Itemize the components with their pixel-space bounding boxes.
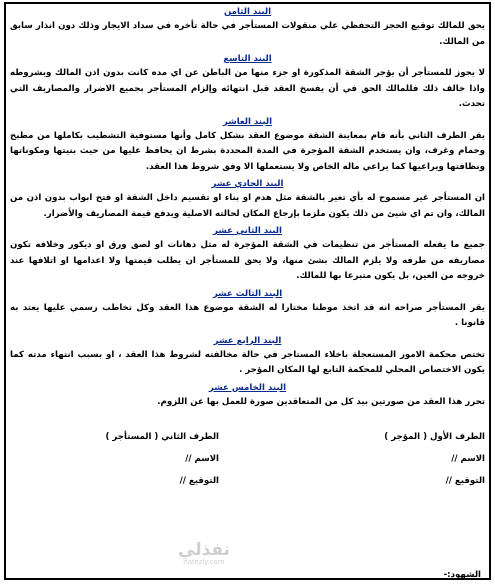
first-party-title: الطرف الأول ( المؤجر ) [384,432,485,442]
section-14-heading: البند الرابع عشر [213,335,282,346]
section-9-text: لا يجوز للمستأجر أن يؤجر الشقة المذكورة او جزء منها من الباطن عن اي مده كانت بدون اذن المالك وبشروطه واذا خالف ذلك فللمالك الحق في أن يفسخ العقد قبل انتهائه وإلزام المستأجر بجميع الاضرار والمصاريف التي تحدث. [10,68,485,109]
section-15-text: تحرر هذا العقد من صورتين بيد كل من المتعاقدين صورة للعمل بها عن اللزوم. [157,396,485,407]
contract-body [10,3,485,498]
second-party-title: الطرف الثاني ( المستأجر ) [105,432,219,442]
second-party-signature-label: التوقيع // [179,476,219,486]
signature-block [10,432,485,498]
watermark-text: نفذلي [178,540,231,560]
section-13-heading: البند الثالث عشر [212,288,283,299]
section-8-text: يحق للمالك توقيع الحجز التحفظي علي منقولات المستأجر في حالة تأخره في سداد الايجار وذلك دون انذار سابق من المالك. [10,21,485,47]
section-14-text: تختص محكمة الامور المستعجلة باخلاء المستاجر في حالة مخالفته لشروط هذا العقد ، او بسبب انتهاء مدته كما يكون الاختصاص المحلي للمحكمة التابع لها المكان المؤجر . [10,349,485,375]
section-10-heading: البند العاشر [222,116,273,127]
section-12-heading: البند الثاني عشر [213,226,282,236]
first-party-name-label: الاسم // [451,454,485,464]
watermark-url: nafezly.com [183,558,225,566]
watermark-logo [178,542,230,566]
section-11-heading: البند الحادي عشر [211,179,284,189]
section-15-heading: البند الخامس عشر [208,382,287,393]
section-12-text: جميع ما يفعله المستأجر من تنظيمات في الشقة المؤجرة له مثل دهانات او لصق ورق او ديكور وخلافه تكون مصاريفه من طرفه ولا يلزم المالك بشئ منها، ولا يحق للمستأجر ان يطلب قيمتها ولا اعدامها او اتلافها عند خروجه من العين، بل يكون متبرعا بها للمالك. [10,240,485,281]
first-party-signature-label: التوقيع // [445,476,485,486]
section-11-text: ان المستأجر غير مسموح له بأي تغير بالشقة مثل هدم او بناء او تقسيم داخل الشقة او فتح ابواب بدون اذن من المالك، وان تم اي شيئ من ذلك يكون ملزما بإرجاع المكان لحالته الاصلية ويدفع قيمة المصاريف والأضرار. [10,193,485,219]
section-10-text: يقر الطرف الثاني بأنه قام بمعاينة الشقة موضوع العقد بشكل كامل وأنها مستوفية التشطيب بكاملها من مطبخ وحمام وغرف، وان يستخدم الشقة المؤجرة في المدة المحددة بشرط ان يحافظ عليها من حيث بنيتها ومكوناتها ونظافتها ويراعيها كما يراعي ماله الخاص ولا يستعملها الا وفق شروط هذا العقد. [10,130,485,172]
section-13-text: يقر المستأجر صراحه انه قد اتخذ موطنا مختارا له الشقة موضوع هذا العقد وكل تخاطب رسمي عليها يعتد به قانونا . [10,302,485,328]
section-9-heading: البند التاسع [223,54,272,64]
second-party-name-label: الاسم // [185,454,219,464]
section-8-heading: البند الثامن [223,7,272,17]
witnesses-label: الشهود:- [443,570,481,580]
